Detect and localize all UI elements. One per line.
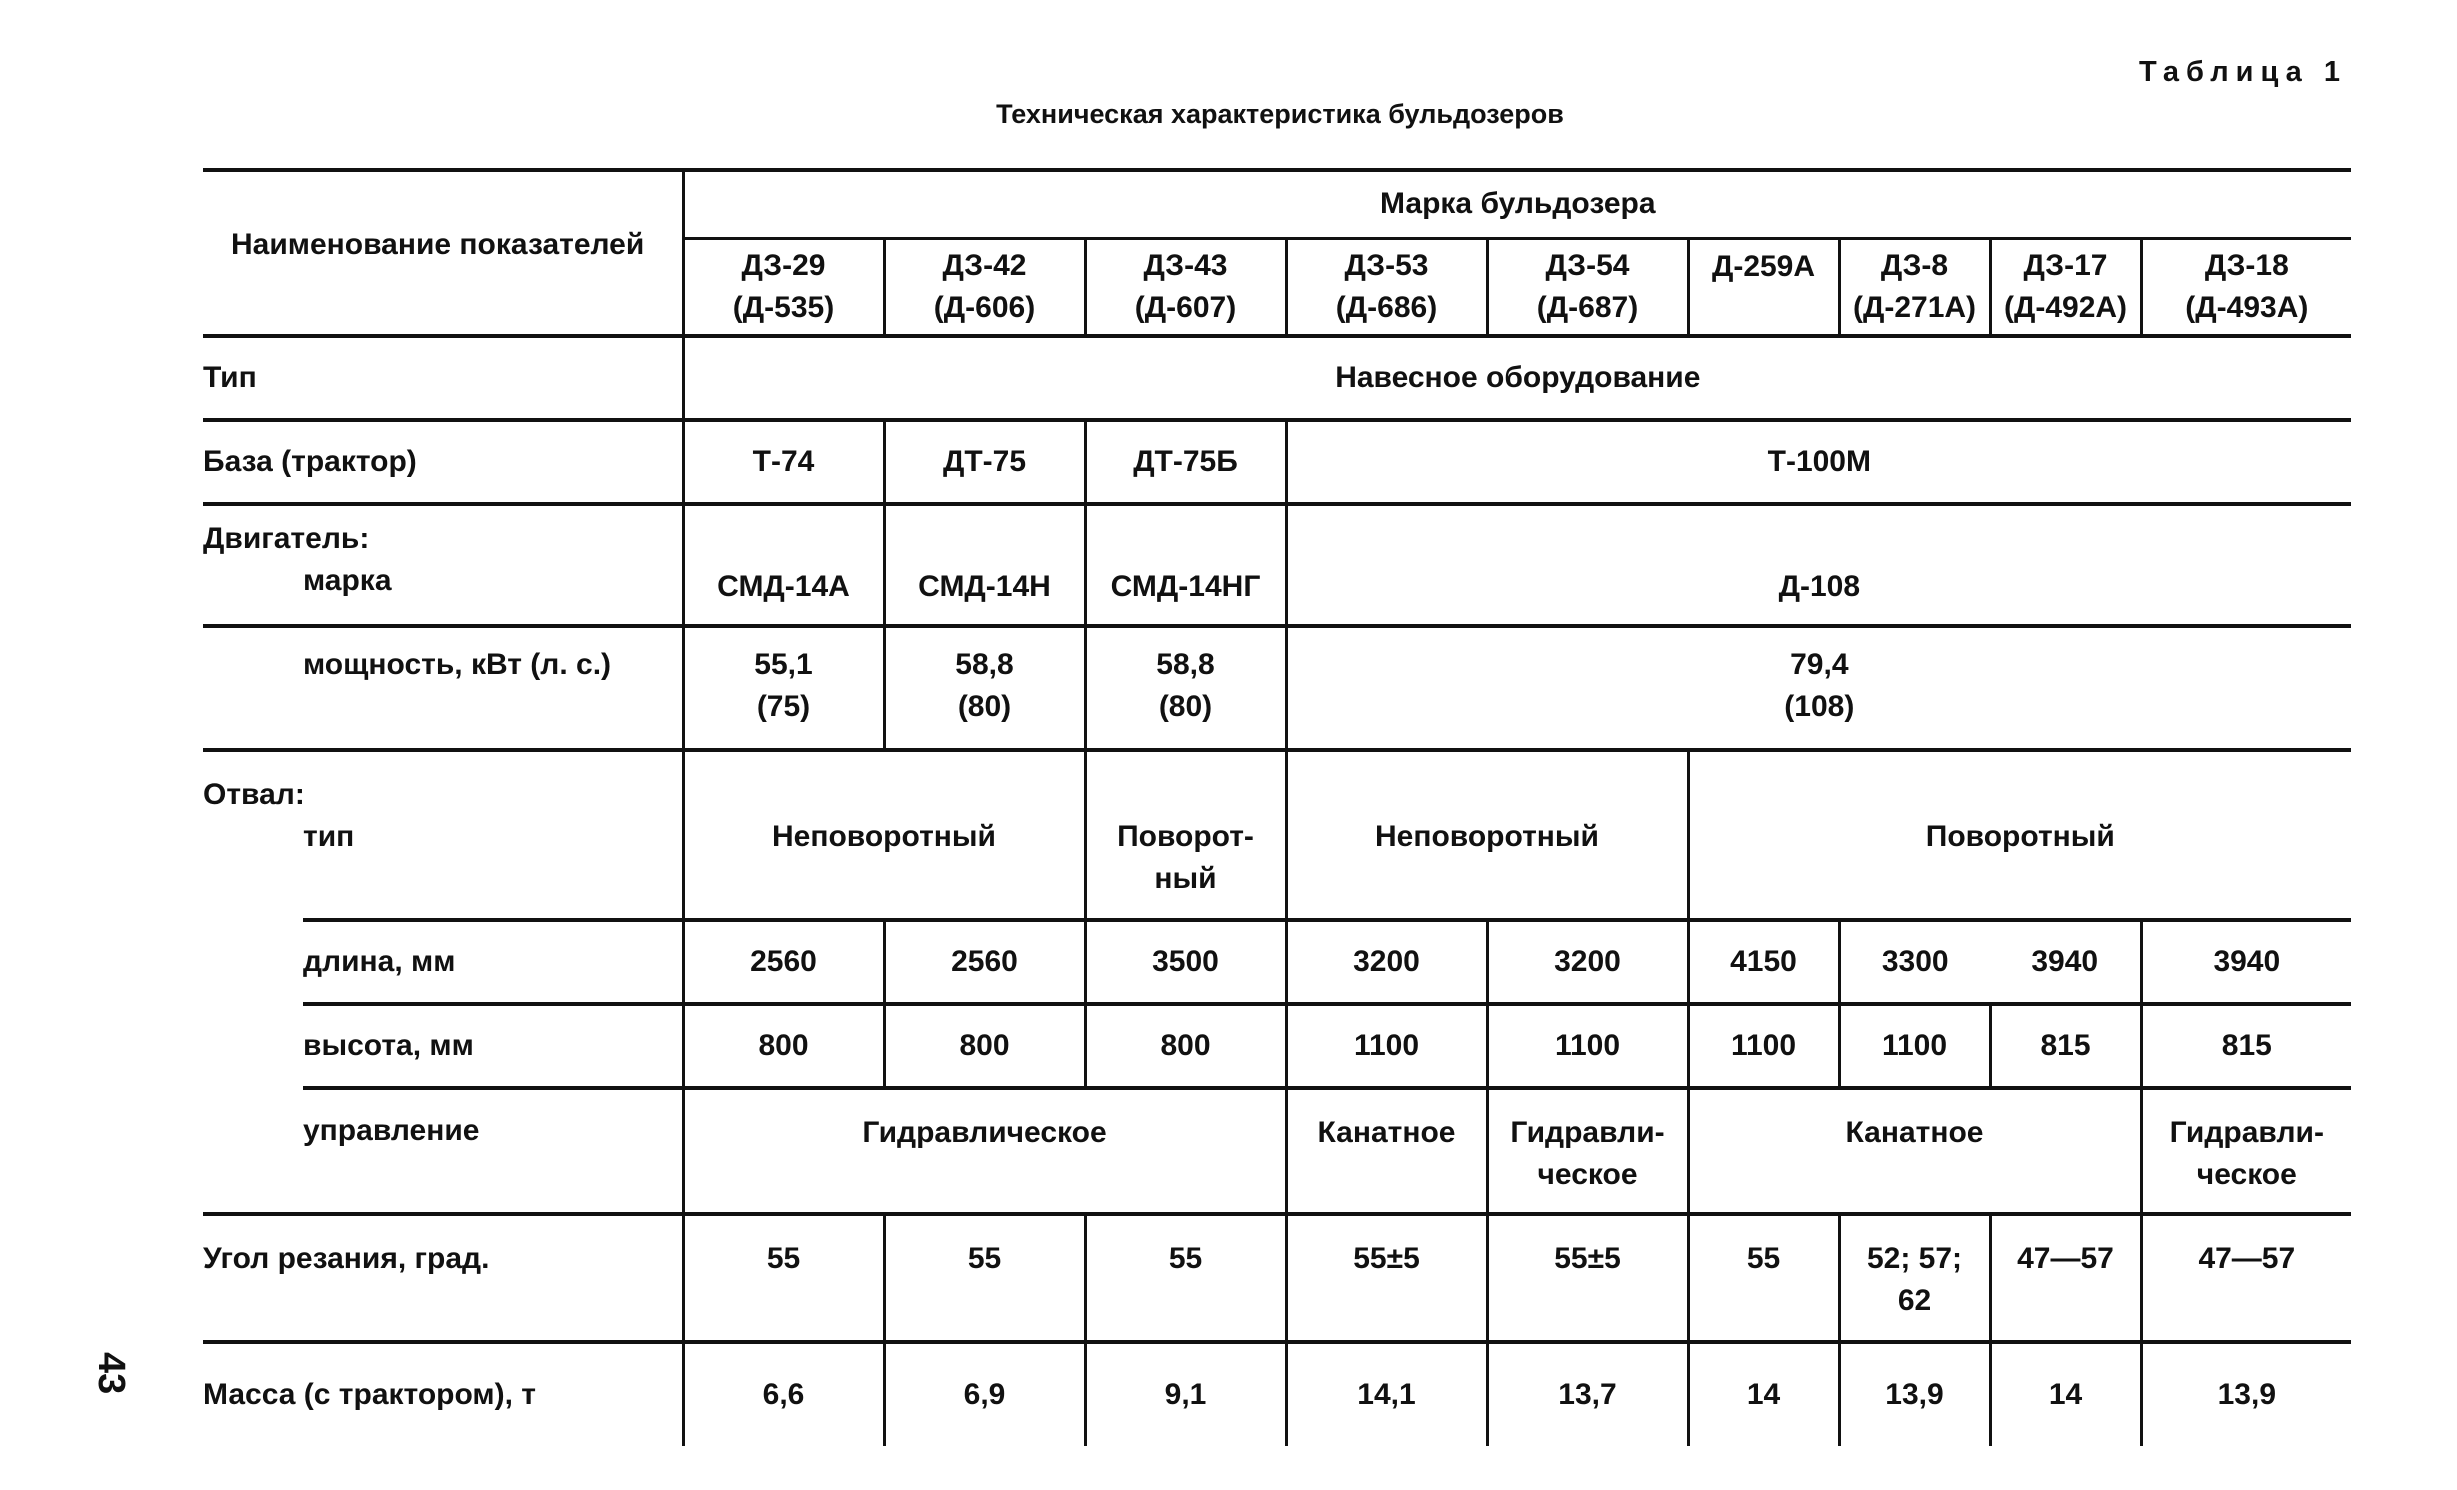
blade-length-value: 3940: [1990, 920, 2141, 1004]
model-cell: Д-259А: [1688, 238, 1839, 336]
blade-length-row: [203, 920, 2351, 1004]
blade-length-label: длина, мм: [203, 920, 683, 1004]
base-label: База (трактор): [203, 420, 683, 504]
mass-row: [203, 1342, 2351, 1446]
blade-type-value: Поворот- ный: [1085, 750, 1286, 920]
model-cell: ДЗ-42 (Д-606): [884, 238, 1085, 336]
blade-control-value: Гидравлическое: [683, 1088, 1286, 1214]
angle-value: 55±5: [1487, 1214, 1688, 1342]
engine-power-value: 79,4 (108): [1286, 626, 2351, 750]
blade-height-value: 815: [2141, 1004, 2351, 1088]
spec-table: [203, 168, 2351, 1446]
angle-value: 47—57: [1990, 1214, 2141, 1342]
mass-value: 6,6: [683, 1342, 884, 1446]
blade-label: Отвал: тип: [203, 750, 683, 920]
base-value: Т-100М: [1286, 420, 2351, 504]
blade-length-value: 2560: [884, 920, 1085, 1004]
engine-power-label: мощность, кВт (л. с.): [203, 626, 683, 750]
header-row: [203, 170, 2351, 238]
angle-value: 55: [1085, 1214, 1286, 1342]
brand-header: [683, 170, 2351, 238]
model-cell: ДЗ-17 (Д-492А): [1990, 238, 2141, 336]
blade-control-label: управление: [203, 1088, 683, 1214]
blade-control-value: Гидравли- ческое: [1487, 1088, 1688, 1214]
angle-value: 55: [683, 1214, 884, 1342]
mass-value: 9,1: [1085, 1342, 1286, 1446]
table-label: Таблица 1: [2138, 56, 2347, 88]
model-cell: ДЗ-53 (Д-686): [1286, 238, 1487, 336]
mass-value: 14: [1688, 1342, 1839, 1446]
mass-value: 13,9: [1839, 1342, 1990, 1446]
mass-value: 14: [1990, 1342, 2141, 1446]
model-cell: ДЗ-29 (Д-535): [683, 238, 884, 336]
mass-value: 13,9: [2141, 1342, 2351, 1446]
blade-type-row: [203, 750, 2351, 920]
angle-value: 52; 57; 62: [1839, 1214, 1990, 1342]
blade-type-value: Неповоротный: [683, 750, 1085, 920]
indicator-header: [203, 170, 683, 336]
blade-control-value: Гидравли- ческое: [2141, 1088, 2351, 1214]
blade-height-value: 1100: [1839, 1004, 1990, 1088]
model-cell: ДЗ-8 (Д-271А): [1839, 238, 1990, 336]
base-value: ДТ-75Б: [1085, 420, 1286, 504]
mass-label: Масса (с трактором), т: [203, 1342, 683, 1446]
mass-value: 6,9: [884, 1342, 1085, 1446]
blade-height-value: 800: [1085, 1004, 1286, 1088]
blade-length-value: 2560: [683, 920, 884, 1004]
mass-value: 14,1: [1286, 1342, 1487, 1446]
engine-brand-row: [203, 504, 2351, 626]
blade-height-value: 1100: [1286, 1004, 1487, 1088]
angle-value: 55±5: [1286, 1214, 1487, 1342]
blade-height-value: 1100: [1688, 1004, 1839, 1088]
angle-row: [203, 1214, 2351, 1342]
angle-value: 55: [1688, 1214, 1839, 1342]
blade-length-value: 4150: [1688, 920, 1839, 1004]
type-value: Навесное оборудование: [683, 336, 2351, 420]
blade-control-value: Канатное: [1688, 1088, 2141, 1214]
mass-value: 13,7: [1487, 1342, 1688, 1446]
blade-type-value: Поворотный: [1688, 750, 2351, 920]
model-cell: ДЗ-54 (Д-687): [1487, 238, 1688, 336]
blade-length-value: 3300: [1839, 920, 1990, 1004]
angle-value: 47—57: [2141, 1214, 2351, 1342]
angle-label: Угол резания, град.: [203, 1214, 683, 1342]
base-value: ДТ-75: [884, 420, 1085, 504]
page-number: 43: [90, 1352, 132, 1395]
indicator-header-label: Наименование показателей: [231, 228, 645, 261]
model-cell: ДЗ-18 (Д-493А): [2141, 238, 2351, 336]
blade-height-value: 1100: [1487, 1004, 1688, 1088]
blade-height-row: [203, 1004, 2351, 1088]
blade-height-label: высота, мм: [203, 1004, 683, 1088]
engine-power-value: 58,8 (80): [1085, 626, 1286, 750]
blade-length-value: 3200: [1487, 920, 1688, 1004]
blade-length-value: 3940: [2141, 920, 2351, 1004]
table-title: Техническая характеристика бульдозеров: [996, 99, 1564, 129]
engine-brand-value: СМД-14А: [683, 504, 884, 626]
blade-height-value: 815: [1990, 1004, 2141, 1088]
blade-length-value: 3200: [1286, 920, 1487, 1004]
engine-brand-value: СМД-14Н: [884, 504, 1085, 626]
blade-height-value: 800: [884, 1004, 1085, 1088]
engine-power-value: 55,1 (75): [683, 626, 884, 750]
base-row: [203, 420, 2351, 504]
base-value: Т-74: [683, 420, 884, 504]
brand-header-label: Марка бульдозера: [1380, 187, 1656, 221]
blade-type-value: Неповоротный: [1286, 750, 1688, 920]
engine-brand-value: СМД-14НГ: [1085, 504, 1286, 626]
blade-control-value: Канатное: [1286, 1088, 1487, 1214]
engine-power-value: 58,8 (80): [884, 626, 1085, 750]
engine-brand-value: Д-108: [1286, 504, 2351, 626]
blade-length-value: 3500: [1085, 920, 1286, 1004]
model-cell: ДЗ-43 (Д-607): [1085, 238, 1286, 336]
blade-control-row: [203, 1088, 2351, 1214]
engine-power-row: [203, 626, 2351, 750]
blade-height-value: 800: [683, 1004, 884, 1088]
engine-label: Двигатель: марка: [203, 504, 683, 626]
type-row: [203, 336, 2351, 420]
angle-value: 55: [884, 1214, 1085, 1342]
type-label: Тип: [203, 336, 683, 420]
